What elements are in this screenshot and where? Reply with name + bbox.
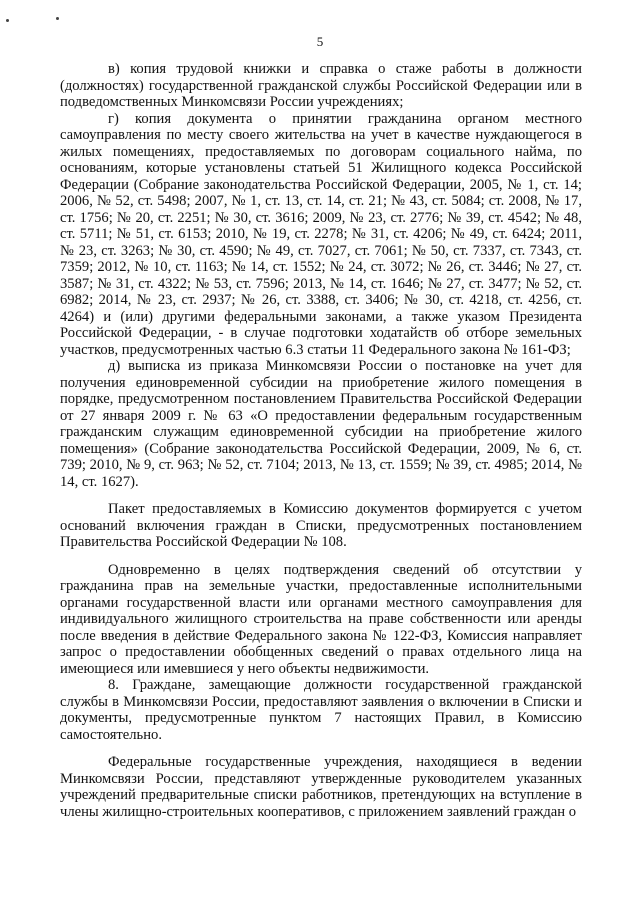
scan-dot [56, 17, 59, 20]
paragraph-federal-institutions: Федеральные государственные учреждения, находящиеся в ведении Минкомсвязи России, представляют утвержденные руководителем указанных учреждений предварительные списки работников, претендующих на вступление в члены жилищно-строительных кооперативов, с приложением заявлений граждан о [60, 754, 582, 820]
paragraph-document-package: Пакет предоставляемых в Комиссию документов формируется с учетом оснований включения граждан в Списки, предусмотренных постановлением Правительства Российской Федерации № 108. [60, 501, 582, 550]
paragraph-clause-8: 8. Граждане, замещающие должности государственной гражданской службы в Минкомсвязи России, предоставляют заявления о включении в Списки и документы, предусмотренные пунктом 7 настоящих Правил, в Комиссию самостоятельно. [60, 677, 582, 743]
paragraph-item-g: г) копия документа о принятии гражданина органом местного самоуправления по месту своего жительства на учет в качестве нуждающегося в жилых помещениях, предоставляемых по договорам социального найма, по основаниям, которые установлены статьей 51 Жилищного кодекса Российской Федерации (Собрание законодательства Российской Федерации, 2005, № 1, ст. 14; 2006, № 52, ст. 5498; 2007, № 1, ст. 13, ст. 14, ст. 21; № 43, ст. 5084; ст. 2008, № 17, ст. 1756; № 20, ст. 2251; № 30, ст. 3616; 2009, № 23, ст. 2776; № 39, ст. 4542; № 48, ст. 5711; № 51, ст. 6153; 2010, № 19, ст. 2278; № 31, ст. 4206; № 49, ст. 6424; 2011, № 23, ст. 3263; № 30, ст. 4590; № 49, ст. 7027, ст. 7061; № 50, ст. 7337, ст. 7343, ст. 7359; 2012, № 10, ст. 1163; № 14, ст. 1552; № 24, ст. 3072; № 26, ст. 3446; № 27, ст. 3587; № 31, ст. 4322; № 53, ст. 7596; 2013, № 14, ст. 1646; № 27, ст. 3477; № 52, ст. 6982; 2014, № 23, ст. 2937; № 26, ст. 3388, ст. 3406; № 30, ст. 4218, ст. 4256, ст. 4264) и (или) другими федеральными законами, а также указом Президента Российской Федерации, - в случае подготовки ходатайств об отборе земельных участков, предусмотренных частью 6.3 статьи 11 Федерального закона № 161-ФЗ; [60, 110, 582, 358]
page-number: 5 [316, 34, 324, 49]
document-body [60, 61, 582, 820]
paragraph-land-rights-request: Одновременно в целях подтверждения сведений об отсутствии у гражданина прав на земельные участки, предоставленные исполнительными органами государственной власти или органами местного самоуправления для индивидуального жилищного строительства на праве собственности или аренды после введения в действие Федерального закона № 122-ФЗ, Комиссия направляет запрос о предоставлении обобщенных сведений о правах отдельного лица на имеющиеся или имевшиеся у него объекты недвижимости. [60, 561, 582, 677]
paragraph-item-v: в) копия трудовой книжки и справка о стаже работы в должности (должностях) государственной гражданской службы Российской Федерации или в подведомственных Минкомсвязи России учреждениях; [60, 61, 582, 110]
paragraph-item-d: д) выписка из приказа Минкомсвязи России о постановке на учет для получения единовременной субсидии на приобретение жилого помещения в порядке, предусмотренном постановлением Правительства Российской Федерации от 27 января 2009 г. № 63 «О предоставлении федеральным государственным гражданским служащим единовременной субсидии на приобретение жилого помещения» (Собрание законодательства Российской Федерации, 2009, № 6, ст. 739; 2010, № 9, ст. 963; № 52, ст. 7104; 2013, № 13, ст. 1559; № 39, ст. 4985; 2014, № 14, ст. 1627). [60, 358, 582, 490]
scan-dot [6, 19, 9, 22]
